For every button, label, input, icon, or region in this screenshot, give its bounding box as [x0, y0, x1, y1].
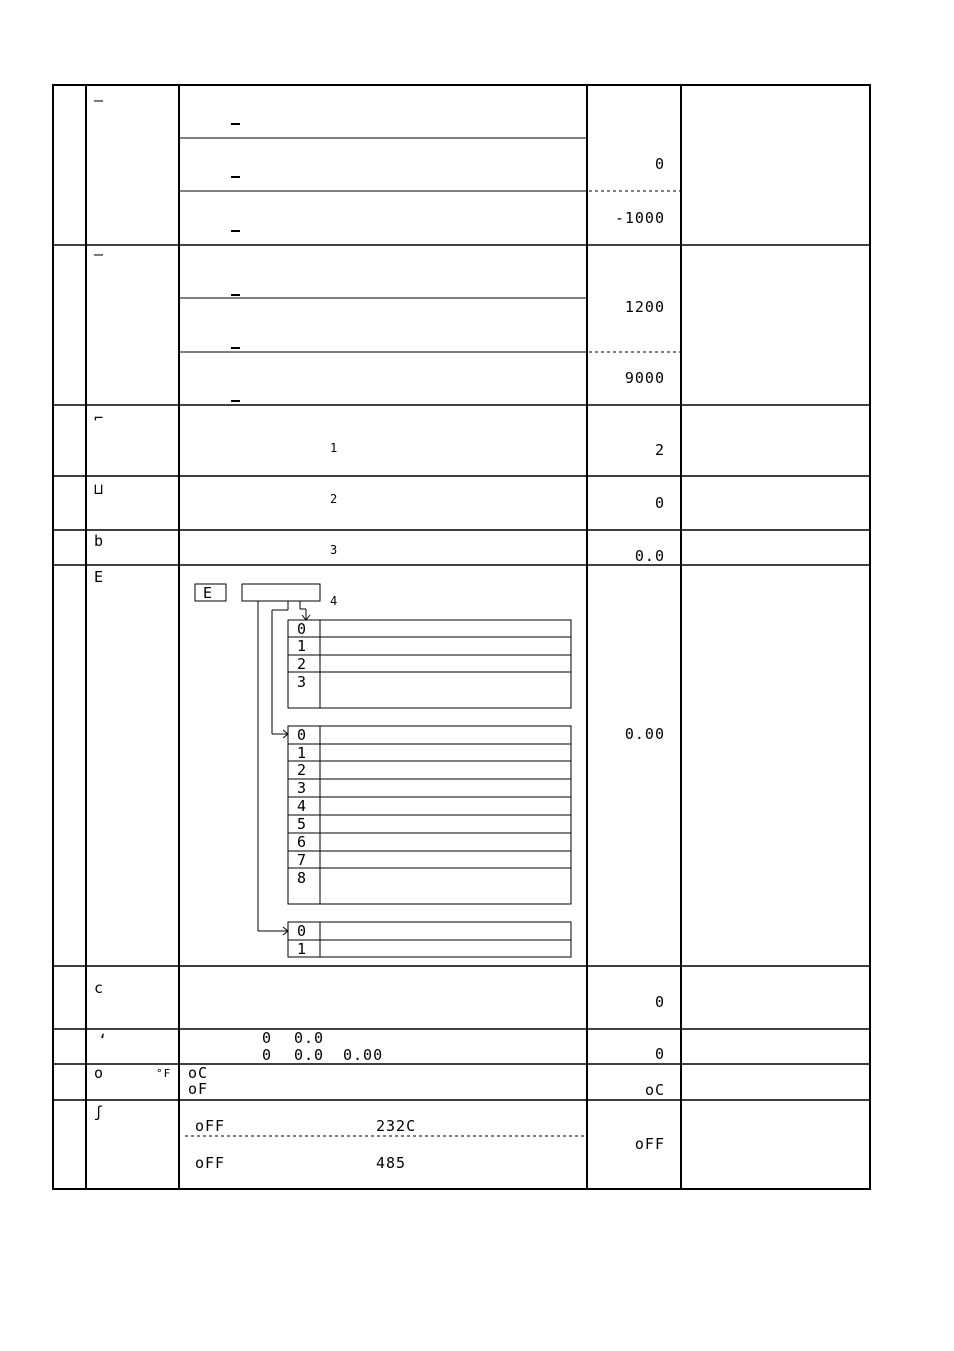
- row9-default: oC: [644, 1081, 665, 1099]
- row8-line2-a: 0: [262, 1046, 273, 1064]
- group2-code: 8: [297, 869, 308, 887]
- row3-digit: 3: [330, 543, 339, 557]
- row2-default: 1200: [624, 298, 665, 316]
- row10-opt1-state: oFF: [195, 1117, 226, 1135]
- row8-line1-b: 0.0: [294, 1029, 325, 1047]
- row7-default: 0: [654, 993, 665, 1011]
- group3-code: 0: [297, 922, 308, 940]
- group2-code: 5: [297, 815, 308, 833]
- row6-box-label: E: [203, 584, 214, 602]
- row3-digit: 4: [330, 594, 339, 608]
- group2-code: 7: [297, 851, 308, 869]
- group2-code: 2: [297, 761, 308, 779]
- group1-code: 0: [297, 620, 308, 638]
- row7-symbol: c: [94, 979, 105, 997]
- group2-code: 0: [297, 726, 308, 744]
- row6-symbol: E: [94, 568, 105, 586]
- row3-default: 2: [654, 441, 665, 459]
- row9-option: oC: [188, 1064, 209, 1082]
- row8-symbol: ʻ: [98, 1031, 109, 1049]
- row10-opt2-state: oFF: [195, 1154, 226, 1172]
- group2-code: 4: [297, 797, 308, 815]
- row8-default: 0: [654, 1045, 665, 1063]
- group1-code: 2: [297, 655, 308, 673]
- group1-code: 3: [297, 673, 308, 691]
- row1-symbol: –: [94, 91, 105, 109]
- group2-code: 6: [297, 833, 308, 851]
- row8-line2-c: 0.00: [343, 1046, 384, 1064]
- row9-option: oF: [188, 1080, 209, 1098]
- row3-symbol: ⌐: [94, 409, 105, 427]
- row4-default: 0: [654, 494, 665, 512]
- row10-default: oFF: [634, 1135, 665, 1153]
- group2-code: 1: [297, 744, 308, 762]
- row3-digit: 1: [330, 441, 339, 455]
- row8-line2-b: 0.0: [294, 1046, 325, 1064]
- row1-default: 0: [654, 155, 665, 173]
- row9-symbol: o: [94, 1064, 105, 1082]
- group1-code: 1: [297, 637, 308, 655]
- row4-symbol: ⊔: [94, 480, 105, 498]
- row3-digit: 2: [330, 492, 339, 506]
- group2-code: 3: [297, 779, 308, 797]
- row2-symbol: –: [94, 245, 105, 263]
- row10-symbol: ʃ: [94, 1103, 105, 1121]
- row6-default: 0.00: [624, 725, 665, 743]
- row1-alt: -1000: [614, 209, 665, 227]
- row9-unit: °F: [156, 1067, 172, 1080]
- row5-symbol: b: [94, 532, 105, 550]
- group3-code: 1: [297, 940, 308, 958]
- row2-alt: 9000: [624, 369, 665, 387]
- row3-digit-list: [330, 406, 363, 644]
- row10-opt2-code: 485: [376, 1154, 407, 1172]
- row5-default: 0.0: [634, 547, 665, 565]
- row10-opt1-code: 232C: [376, 1117, 417, 1135]
- row8-line1-a: 0: [262, 1029, 273, 1047]
